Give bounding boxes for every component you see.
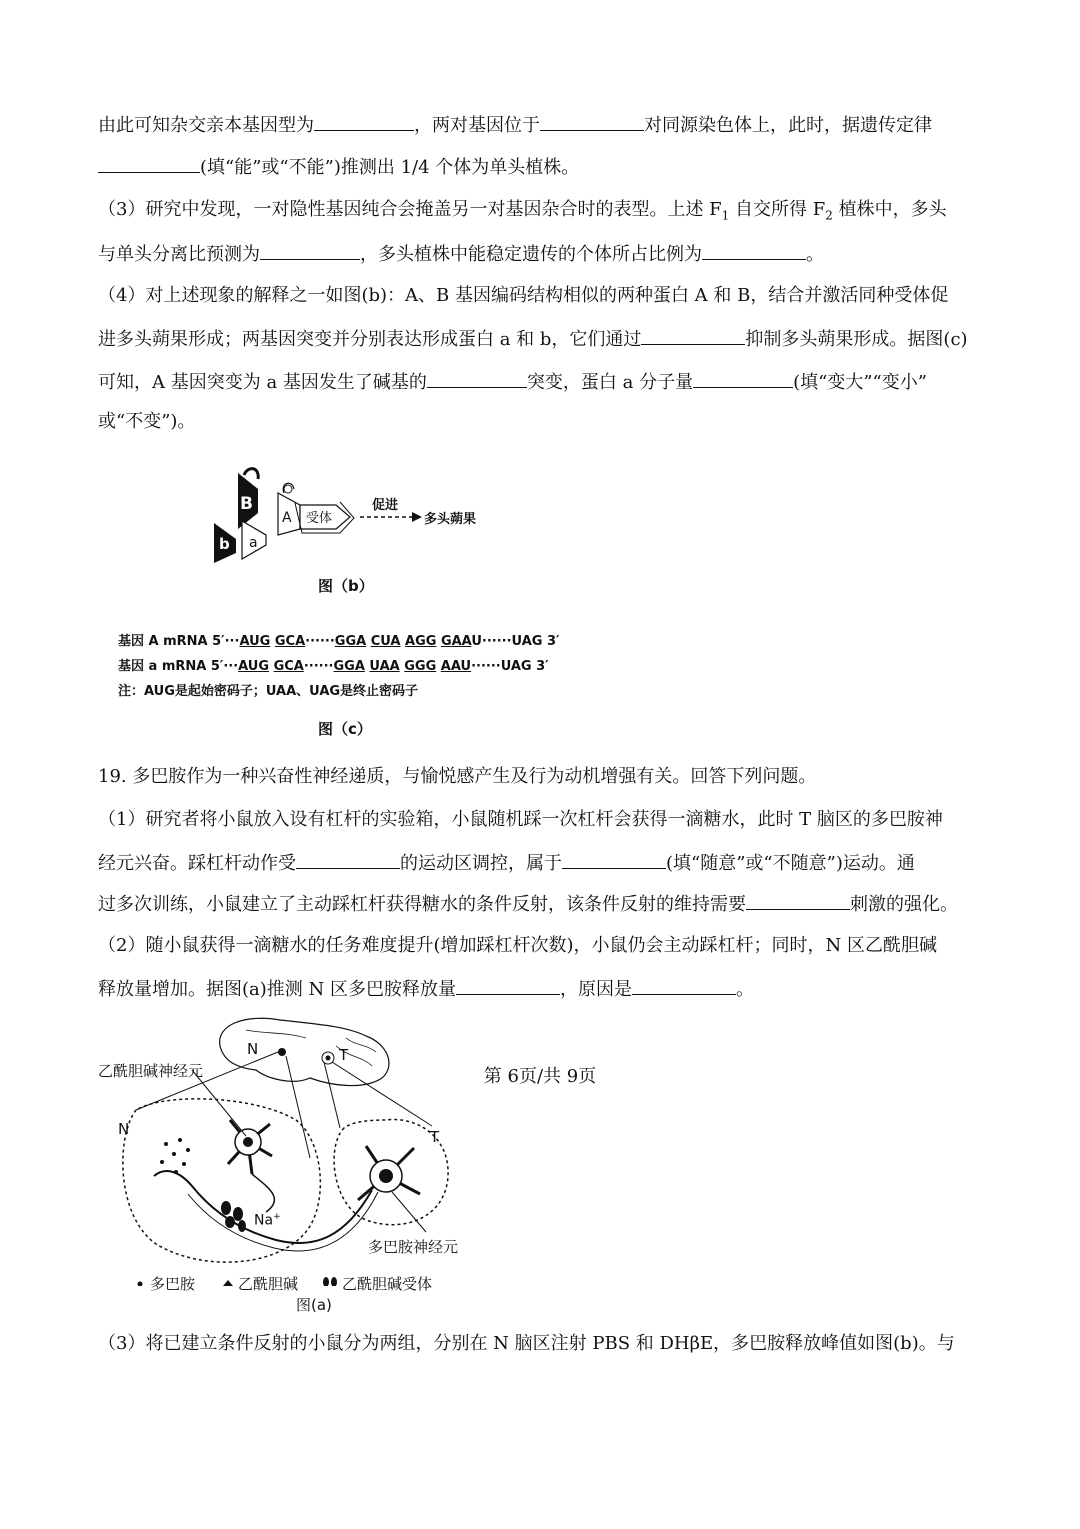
answer-blank[interactable] (427, 369, 527, 388)
label-da-neuron: 多巴胺神经元 (368, 1238, 459, 1256)
legend-ach-symbol (223, 1280, 233, 1286)
q18-line-1: 由此可知杂交亲本基因型为 ，两对基因位于 对同源染色体上，此时，据遗传定律 (98, 112, 932, 138)
label-A: A (282, 510, 292, 526)
gene-a-mrna: 基因 a mRNA 5′···AUG GCA······GGA UAA GGG AAU······UAG 3′ (118, 659, 549, 674)
q18-sub4-line-2: 进多头蒴果形成；两基因突变并分别表达形成蛋白 a 和 b，它们通过 抑制多头蒴果形成。据图(c) (98, 326, 968, 352)
label-B: B (240, 494, 253, 514)
q18-sub4-line-4: 或“不变”)。 (98, 411, 196, 432)
figure-b-caption: 图（b） (318, 577, 374, 595)
label-receptor: 受体 (306, 511, 333, 526)
label-T-top: T (339, 1046, 349, 1064)
q18-sub3-line-1: （3）研究中发现，一对隐性基因纯合会掩盖另一对基因杂合时的表型。上述 $F_1$ 自交所得 $F_2$ 植株中，多头 (98, 199, 947, 223)
answer-blank[interactable] (632, 976, 736, 995)
protein-A-hook-circle (284, 485, 292, 493)
answer-blank[interactable] (540, 112, 644, 131)
label-ach-neuron: 乙酰胆碱神经元 (98, 1062, 204, 1080)
figure-a-caption: 图(a) (296, 1296, 332, 1314)
legend-ach-receptor: 乙酰胆碱受体 (342, 1275, 433, 1293)
legend-dopamine: 多巴胺 (150, 1275, 196, 1293)
q19-sub2-line-2: 释放量增加。据图(a)推测 N 区多巴胺释放量 ，原因是 。 (98, 976, 754, 1002)
gene-A-mrna: 基因 A mRNA 5′···AUG GCA······GGA CUA AGG GAAU······UAG 3′ (118, 634, 560, 649)
figure-c-caption: 图（c） (318, 720, 372, 738)
legend-dopamine-symbol (138, 1282, 143, 1287)
dopamine-dots (160, 1138, 190, 1174)
fig-c-note: 注：AUG是起始密码子；UAA、UAG是终止密码子 (118, 684, 419, 699)
protein-B-hook (244, 469, 258, 479)
q19-sub1-line-2: 经元兴奋。踩杠杆动作受 的运动区调控，属于 (填“随意”或“不随意”)运动。通 (98, 850, 915, 876)
da-axon (154, 1171, 372, 1243)
label-N-top: N (247, 1040, 259, 1058)
q19-sub1-line-3: 过多次训练，小鼠建立了主动踩杠杆获得糖水的条件反射，该条件反射的维持需要 刺激的强化。 (98, 891, 958, 917)
q19-sub1-line-1: （1）研究者将小鼠放入设有杠杆的实验箱，小鼠随机踩一次杠杆会获得一滴糖水，此时 T 脑区的多巴胺神 (98, 809, 943, 830)
q18-sub4-line-1: （4）对上述现象的解释之一如图(b)：A、B 基因编码结构相似的两种蛋白 A 和 B，结合并激活同种受体促 (98, 285, 949, 306)
brain-N-spot (278, 1048, 286, 1056)
q19-sub3-line-1: （3）将已建立条件反射的小鼠分为两组，分别在 N 脑区注射 PBS 和 DHβE，多巴胺释放峰值如图(b)。与 (98, 1333, 955, 1354)
label-b: b (219, 535, 230, 553)
answer-blank[interactable] (456, 976, 560, 995)
answer-blank[interactable] (314, 112, 414, 131)
N-region-outline (123, 1099, 320, 1262)
promote-arrowhead (412, 512, 422, 522)
pointer-da-neuron (392, 1192, 426, 1232)
q18-sub3-line-2: 与单头分离比预测为 ，多头植株中能稳定遗传的个体所占比例为 。 (98, 241, 824, 267)
label-promote: 促进 (372, 498, 399, 513)
q19-stem: 19. 多巴胺作为一种兴奋性神经递质，与愉悦感产生及行为动机增强有关。回答下列问题。 (98, 766, 817, 787)
label-na: Na+ (254, 1212, 281, 1229)
answer-blank[interactable] (562, 850, 666, 869)
answer-blank[interactable] (296, 850, 400, 869)
page-footer: 第 6页/共 9页 (483, 1066, 597, 1087)
label-T-right: T (430, 1128, 440, 1146)
da-neuron-nucleus (379, 1169, 393, 1183)
label-a: a (249, 535, 258, 551)
q19-sub2-line-1: （2）随小鼠获得一滴糖水的任务难度提升(增加踩杠杆次数)，小鼠仍会主动踩杠杆；同时，N 区乙酰胆碱 (98, 935, 937, 956)
legend-receptor-symbol (323, 1277, 329, 1286)
ach-axon (252, 1174, 274, 1212)
brain-T-spot (326, 1056, 331, 1061)
figure-b-diagram (200, 465, 500, 575)
label-multihead-capsule: 多头蒴果 (424, 512, 477, 527)
answer-blank[interactable] (693, 369, 793, 388)
legend-acetylcholine: 乙酰胆碱 (238, 1275, 299, 1293)
answer-blank[interactable] (260, 241, 360, 260)
ach-neuron-nucleus (243, 1137, 253, 1147)
answer-blank[interactable] (98, 154, 200, 173)
answer-blank[interactable] (702, 241, 806, 260)
answer-blank[interactable] (641, 326, 745, 345)
q18-line-2: (填“能”或“不能”)推测出 1/4 个体为单头植株。 (98, 154, 579, 180)
label-N-left: N (118, 1120, 130, 1138)
q18-sub4-line-3: 可知，A 基因突变为 a 基因发生了碱基的 突变，蛋白 a 分子量 (填“变大”“变小” (98, 369, 927, 395)
answer-blank[interactable] (746, 891, 850, 910)
